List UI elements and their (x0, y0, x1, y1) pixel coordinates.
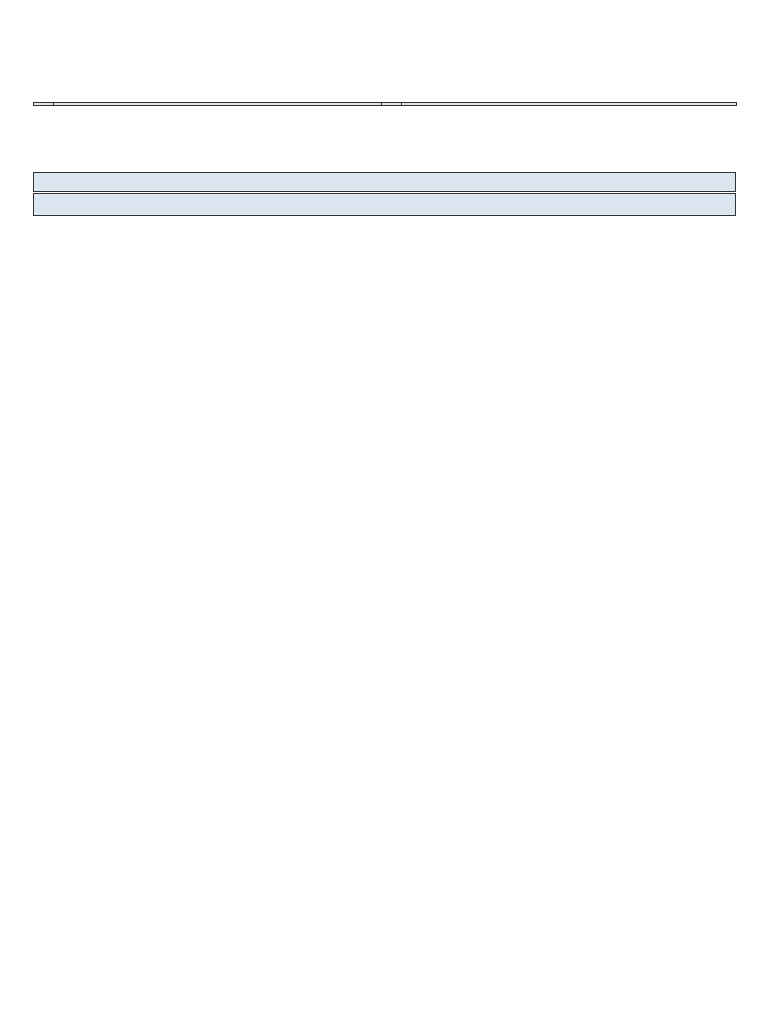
capaian-table (33, 172, 736, 192)
pegawai-header (54, 103, 382, 106)
capaian-cell (34, 173, 736, 192)
penilai-header (402, 103, 737, 106)
penilai-no-header (382, 103, 402, 106)
identity-header-row (34, 103, 737, 106)
identity-table (33, 102, 737, 106)
pola-cell (34, 194, 736, 216)
pola-table (33, 193, 736, 216)
pegawai-no-header (34, 103, 54, 106)
